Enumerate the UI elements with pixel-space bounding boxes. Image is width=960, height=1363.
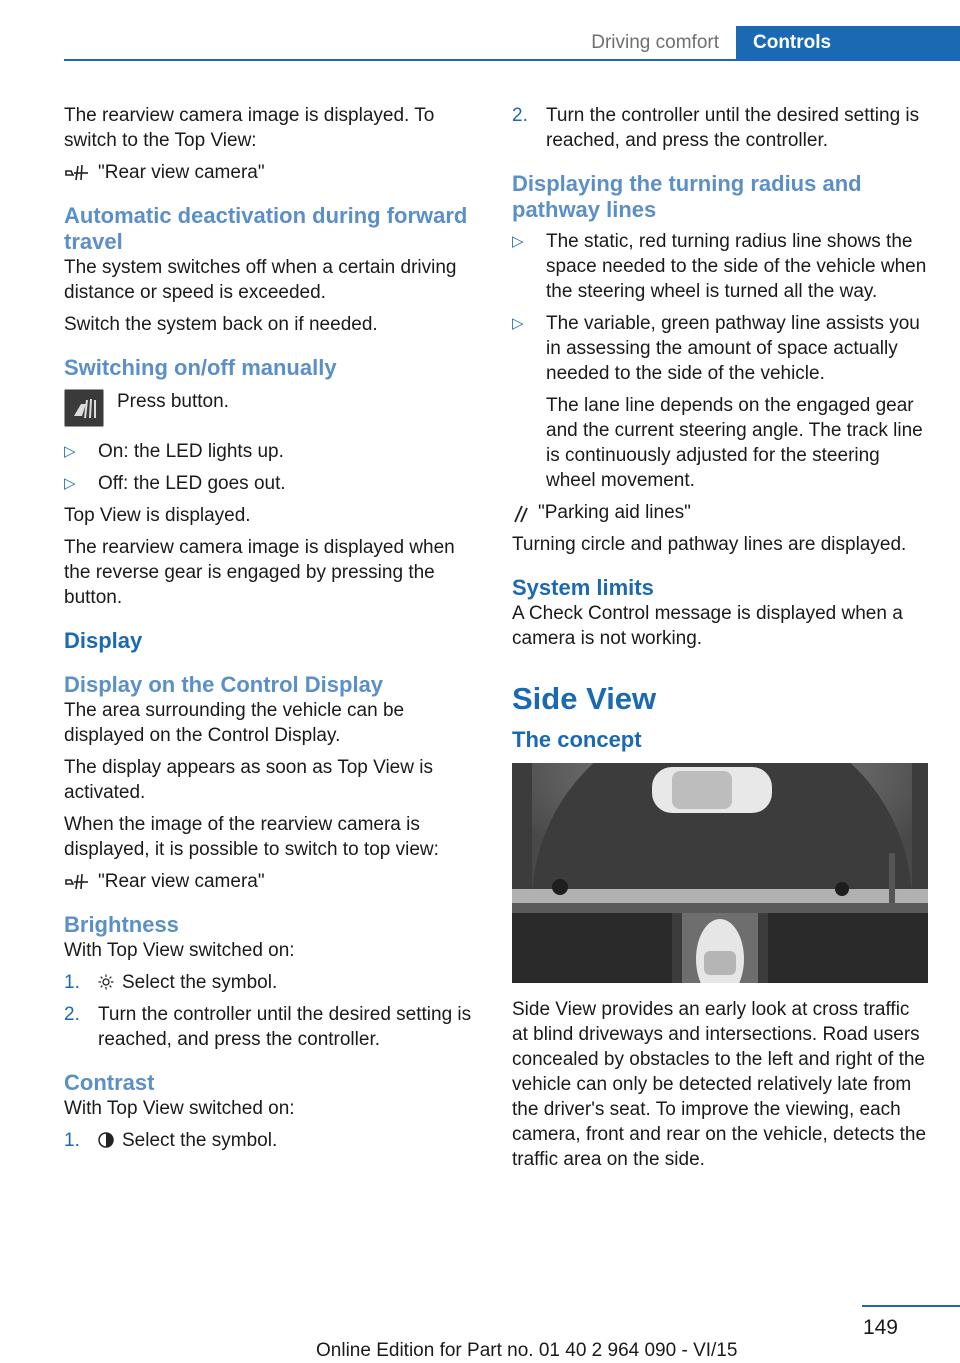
- paragraph: Turning circle and pathway lines are displayed.: [512, 534, 907, 555]
- paragraph: When the image of the rearview camera is displayed, it is possible to switch to top view:: [64, 814, 439, 860]
- right-column: [512, 103, 930, 1179]
- heading-brightness: Brightness: [64, 912, 179, 937]
- paragraph: The system switches off when a certain driving distance or speed is exceeded.: [64, 257, 457, 303]
- menu-text: "Rear view camera": [98, 162, 265, 183]
- menu-text: "Parking aid lines": [538, 502, 691, 523]
- page-number: 149: [862, 1316, 898, 1339]
- paragraph: Side View provides an early look at cross traffic at blind driveways and intersections. Road users concealed by obstacles to the left and right of the vehicle can only be detected relatively late from the driver's seat. To improve the viewing, each camera, front and rear on the vehicle, detects the traffic area on the side.: [512, 999, 927, 1170]
- contrast-steps: [64, 1128, 482, 1153]
- pathway-lines-list: [512, 229, 930, 493]
- rear-camera-icon: [64, 871, 90, 893]
- led-status-list: [64, 439, 482, 496]
- list-item: 2. Turn the controller until the desired setting is reached, and press the controller.: [512, 105, 920, 151]
- sun-brightness-icon: [98, 974, 114, 990]
- header-rule: [64, 59, 960, 61]
- triangle-bullet-icon: ▷: [64, 475, 76, 492]
- heading-display: Display: [64, 628, 143, 653]
- triangle-bullet-icon: ▷: [512, 315, 524, 332]
- list-item: ▷ The static, red turning radius line shows the space needed to the side of the vehicle when the steering wheel is turned all the way.: [512, 231, 927, 302]
- paragraph: With Top View switched on:: [64, 1098, 295, 1119]
- triangle-bullet-icon: ▷: [64, 443, 76, 460]
- rear-camera-icon: [64, 162, 90, 184]
- list-item: 2. Turn the controller until the desired setting is reached, and press the controller.: [64, 1004, 472, 1050]
- heading-control-display: Display on the Control Display: [64, 672, 384, 697]
- side-view-illustration: [512, 763, 928, 983]
- brightness-steps-continued: [512, 103, 930, 153]
- heading-turning-radius: Displaying the turning radius and pathway lines: [512, 171, 862, 222]
- top-view-button-icon: [64, 389, 104, 427]
- triangle-bullet-icon: ▷: [512, 233, 524, 250]
- paragraph: With Top View switched on:: [64, 940, 295, 961]
- paragraph: The rearview camera image is displayed when the reverse gear is engaged by pressing the button.: [64, 537, 455, 608]
- heading-the-concept: The concept: [512, 727, 642, 752]
- menu-text: "Rear view camera": [98, 871, 265, 892]
- press-button-text: Press button.: [117, 391, 229, 412]
- brightness-steps: [64, 970, 482, 1052]
- header-chapter: Controls: [736, 26, 960, 61]
- heading-switching-manually: Switching on/off manually: [64, 355, 337, 380]
- heading-contrast: Contrast: [64, 1070, 155, 1095]
- footer-rule: [862, 1305, 960, 1307]
- menu-path: [64, 869, 482, 894]
- menu-path: [512, 500, 930, 525]
- list-item: 1. Select the symbol.: [64, 972, 278, 993]
- menu-path: [64, 160, 482, 185]
- header-section: Driving comfort: [591, 32, 719, 53]
- paragraph: The display appears as soon as Top View is activated.: [64, 757, 433, 803]
- button-instruction: [64, 389, 482, 427]
- contrast-icon: [98, 1132, 114, 1148]
- left-column: [64, 103, 482, 1160]
- list-item: 1. Select the symbol.: [64, 1130, 278, 1151]
- paragraph: Switch the system back on if needed.: [64, 314, 378, 335]
- heading-system-limits: System limits: [512, 575, 654, 600]
- list-item: ▷ Off: the LED goes out.: [64, 473, 286, 494]
- paragraph: Top View is displayed.: [64, 505, 251, 526]
- list-item: ▷ On: the LED lights up.: [64, 441, 284, 462]
- heading-auto-deactivation: Automatic deactivation during forward travel: [64, 203, 468, 254]
- paragraph: The area surrounding the vehicle can be displayed on the Control Display.: [64, 700, 405, 746]
- list-item: ▷ The variable, green pathway line assists you in assessing the amount of space actually needed to the side of the vehicle. The lane line depends on the engaged gear and the current steering angle. The track line is continuously adjusted for the steering wheel movement.: [512, 311, 930, 493]
- paragraph: The rearview camera image is displayed. To switch to the Top View:: [64, 105, 435, 151]
- bullet-sub-paragraph: The lane line depends on the engaged gear and the current steering angle. The track line is continuously adjusted for the steering wheel movement.: [546, 395, 923, 491]
- footer-edition: Online Edition for Part no. 01 40 2 964 090 - VI/15: [316, 1340, 738, 1361]
- parking-aid-lines-icon: [512, 502, 530, 524]
- heading-side-view: Side View: [512, 681, 657, 716]
- paragraph: A Check Control message is displayed when a camera is not working.: [512, 603, 903, 649]
